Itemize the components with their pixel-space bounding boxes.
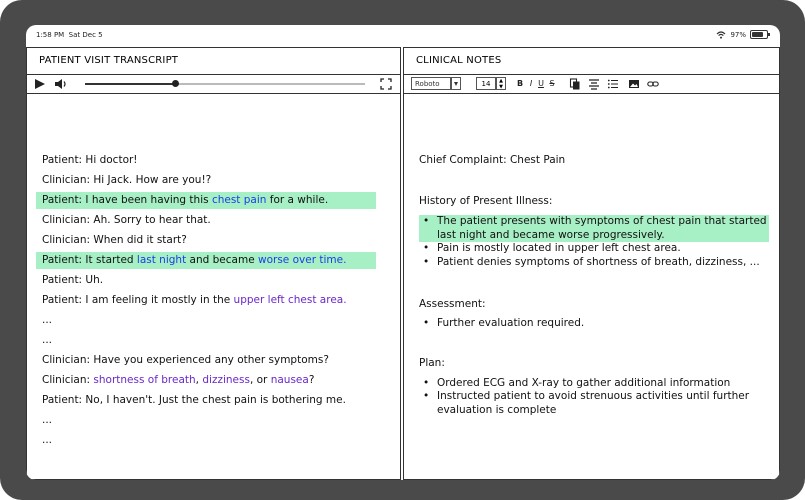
transcript-text: Clinician: When did it start? <box>42 234 187 246</box>
transcript-body <box>36 152 376 452</box>
transcript-title: PATIENT VISIT TRANSCRIPT <box>27 48 400 75</box>
transcript-text: Clinician: Have you experienced any other symptoms? <box>42 354 329 366</box>
transcript-line-highlighted[interactable] <box>36 192 376 209</box>
plan-bullet[interactable]: • Instructed patient to avoid strenuous activities until further evaluation is complete <box>419 390 769 417</box>
entity-finding[interactable]: nausea <box>270 374 309 386</box>
seek-bar[interactable] <box>85 83 365 85</box>
status-indicators <box>716 30 768 39</box>
bold-button[interactable]: B <box>516 79 524 88</box>
strikethrough-button[interactable]: S <box>549 79 555 88</box>
hpi-bullet[interactable]: • Pain is mostly located in upper left chest area. <box>419 242 769 256</box>
image-icon[interactable] <box>628 78 640 90</box>
status-time: 1:58 PM <box>36 31 65 39</box>
transcript-text: , or <box>249 374 271 386</box>
assessment-heading: Assessment: <box>419 298 486 310</box>
status-bar <box>26 25 780 45</box>
entity-finding[interactable]: dizziness <box>202 374 250 386</box>
font-size-input[interactable]: 14 <box>476 77 496 90</box>
transcript-line[interactable] <box>36 392 376 409</box>
hpi-list <box>419 215 769 269</box>
link-icon[interactable] <box>647 78 659 90</box>
plan-list <box>419 377 769 418</box>
hpi-heading: History of Present Illness: <box>419 195 553 207</box>
transcript-text: Patient: Hi doctor! <box>42 154 138 166</box>
transcript-text: Patient: I have been having this <box>42 194 212 206</box>
transcript-text: Patient: Uh. <box>42 274 104 286</box>
transcript-line[interactable] <box>36 352 376 369</box>
transcript-text: ... <box>42 334 53 346</box>
list-icon[interactable] <box>607 78 619 90</box>
transcript-line-highlighted[interactable] <box>36 252 376 269</box>
transcript-line[interactable] <box>36 292 376 309</box>
transcript-text: Clinician: Ah. Sorry to hear that. <box>42 214 211 226</box>
clinical-notes-pane <box>403 47 780 480</box>
transcript-line[interactable] <box>36 232 376 249</box>
transcript-line[interactable] <box>36 372 376 389</box>
play-icon[interactable] <box>35 79 45 89</box>
clinical-notes-title: CLINICAL NOTES <box>404 48 779 75</box>
chief-complaint: Chief Complaint: Chest Pain <box>419 154 566 166</box>
transcript-text: ... <box>42 314 53 326</box>
battery-percent: 97% <box>730 30 746 39</box>
transcript-text: , <box>195 374 203 386</box>
italic-button[interactable]: I <box>529 79 533 88</box>
transcript-line[interactable] <box>36 412 376 429</box>
transcript-line[interactable] <box>36 312 376 329</box>
entity-symptom[interactable]: worse over time. <box>258 254 347 266</box>
entity-symptom[interactable]: last night <box>136 254 187 266</box>
wifi-icon <box>716 31 726 39</box>
transcript-text: Patient: I am feeling it mostly in the <box>42 294 234 306</box>
font-size-stepper[interactable]: ▲ ▼ <box>496 77 506 90</box>
chevron-down-icon[interactable] <box>451 77 461 90</box>
transcript-pane <box>26 47 401 480</box>
entity-finding[interactable]: shortness of breath <box>93 374 196 386</box>
transcript-line[interactable] <box>36 172 376 189</box>
hpi-bullet[interactable]: • Patient denies symptoms of shortness of breath, dizziness, ... <box>419 256 769 270</box>
status-time-date <box>36 31 103 39</box>
editor-toolbar <box>404 75 779 94</box>
font-family-select[interactable]: Roboto <box>411 77 451 90</box>
transcript-text: ... <box>42 434 53 446</box>
audio-player <box>27 75 400 94</box>
plan-bullet[interactable]: • Ordered ECG and X-ray to gather additional information <box>419 377 769 391</box>
align-center-icon[interactable] <box>588 78 600 90</box>
assessment-bullet[interactable]: • Further evaluation required. <box>419 317 769 331</box>
assessment-list <box>419 317 769 331</box>
transcript-line[interactable] <box>36 332 376 349</box>
seek-handle[interactable] <box>172 80 179 87</box>
transcript-text: ? <box>308 374 315 386</box>
transcript-text: ... <box>42 414 53 426</box>
seek-progress <box>85 83 175 85</box>
entity-finding[interactable]: upper left chest area. <box>233 294 347 306</box>
tablet-screen <box>26 25 780 480</box>
transcript-text: Clinician: Hi Jack. How are you!? <box>42 174 212 186</box>
transcript-line[interactable] <box>36 152 376 169</box>
transcript-line[interactable] <box>36 212 376 229</box>
transcript-text: for a while. <box>266 194 329 206</box>
volume-icon[interactable] <box>54 78 68 90</box>
clinical-notes-body[interactable] <box>419 152 769 417</box>
fullscreen-icon[interactable] <box>380 78 392 90</box>
copy-icon[interactable] <box>569 78 581 90</box>
transcript-text: Clinician: <box>42 374 94 386</box>
transcript-line[interactable] <box>36 432 376 449</box>
transcript-line[interactable] <box>36 272 376 289</box>
status-date: Sat Dec 5 <box>68 31 103 39</box>
transcript-text: Patient: It started <box>42 254 137 266</box>
battery-icon <box>750 30 768 39</box>
hpi-bullet[interactable]: • The patient presents with symptoms of chest pain that started last night and became worse progressively. <box>419 215 769 242</box>
transcript-text: Patient: No, I haven't. Just the chest pain is bothering me. <box>42 394 346 406</box>
transcript-text: and became <box>186 254 258 266</box>
underline-button[interactable]: U <box>538 79 544 88</box>
plan-heading: Plan: <box>419 356 445 369</box>
entity-symptom[interactable]: chest pain <box>211 194 267 206</box>
